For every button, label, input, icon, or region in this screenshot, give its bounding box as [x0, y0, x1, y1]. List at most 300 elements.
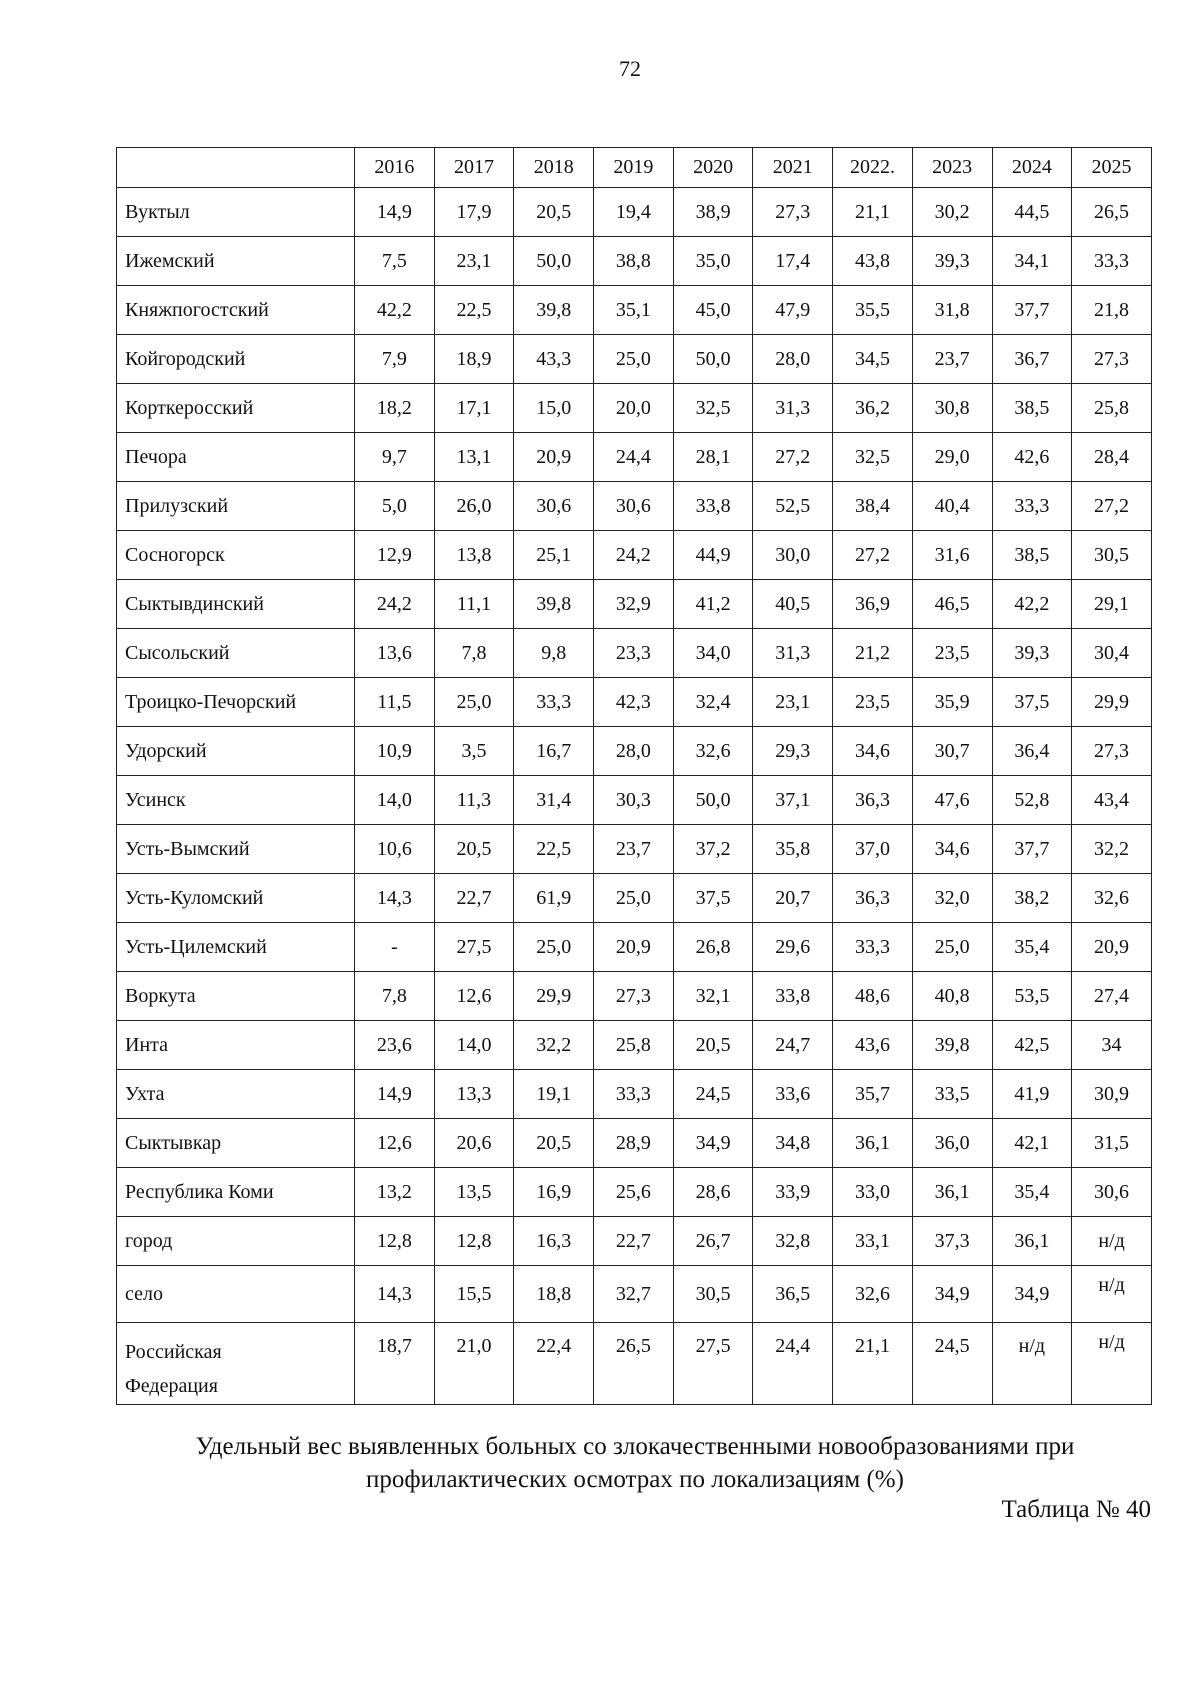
table-cell: 14,9	[355, 1070, 435, 1119]
row-label: Сыктывкар	[117, 1119, 355, 1168]
table-cell: 50,0	[673, 776, 753, 825]
table-cell: 14,3	[355, 874, 435, 923]
table-cell: 27,3	[1072, 335, 1152, 384]
table-cell: 27,2	[753, 433, 833, 482]
table-cell: 32,6	[1072, 874, 1152, 923]
table-cell: 44,9	[673, 531, 753, 580]
table-cell: н/д	[992, 1323, 1072, 1405]
table-cell: 26,5	[1072, 188, 1152, 237]
table-cell: 30,5	[1072, 531, 1152, 580]
column-header: 2017	[434, 148, 514, 188]
table-row	[117, 1021, 1152, 1070]
table-cell: 25,0	[594, 335, 674, 384]
table-cell: 23,6	[355, 1021, 435, 1070]
row-label: Усть-Куломский	[117, 874, 355, 923]
table-row	[117, 776, 1152, 825]
table-row	[117, 482, 1152, 531]
table-cell: 30,7	[912, 727, 992, 776]
table-row	[117, 923, 1152, 972]
column-header: 2018	[514, 148, 594, 188]
table-cell: 29,9	[1072, 678, 1152, 727]
row-label: Прилузский	[117, 482, 355, 531]
table-cell: 20,9	[1072, 923, 1152, 972]
table-cell: 14,0	[355, 776, 435, 825]
table-row	[117, 1266, 1152, 1323]
table-cell: 37,2	[673, 825, 753, 874]
table-cell: 52,8	[992, 776, 1072, 825]
table-cell: 9,8	[514, 629, 594, 678]
table-cell: 17,4	[753, 237, 833, 286]
table-cell: 32,1	[673, 972, 753, 1021]
column-header: 2022.	[833, 148, 913, 188]
table-cell: 29,0	[912, 433, 992, 482]
table-cell: 42,2	[992, 580, 1072, 629]
table-cell: 43,6	[833, 1021, 913, 1070]
table-cell: 42,2	[355, 286, 435, 335]
table-cell: 36,1	[833, 1119, 913, 1168]
table-row	[117, 972, 1152, 1021]
table-cell: 20,5	[673, 1021, 753, 1070]
table-cell: 15,0	[514, 384, 594, 433]
table-cell: 37,3	[912, 1217, 992, 1266]
table-cell: 20,9	[514, 433, 594, 482]
table-cell: 18,7	[355, 1323, 435, 1405]
table-cell: 13,1	[434, 433, 514, 482]
table-header-row	[117, 148, 1152, 188]
table-cell: 21,8	[1072, 286, 1152, 335]
table-row	[117, 433, 1152, 482]
table-cell: 43,4	[1072, 776, 1152, 825]
table-cell: 23,7	[912, 335, 992, 384]
table-cell: 40,8	[912, 972, 992, 1021]
table-cell: 36,7	[992, 335, 1072, 384]
table-cell: 31,3	[753, 629, 833, 678]
table-cell: 36,3	[833, 874, 913, 923]
table-cell: 30,5	[673, 1266, 753, 1323]
table-cell: 36,2	[833, 384, 913, 433]
table-cell: 39,3	[992, 629, 1072, 678]
table-cell: 34,9	[992, 1266, 1072, 1323]
table-cell: 17,9	[434, 188, 514, 237]
table-cell: 14,3	[355, 1266, 435, 1323]
table-cell: 29,3	[753, 727, 833, 776]
table-cell: 15,5	[434, 1266, 514, 1323]
table-cell: 18,8	[514, 1266, 594, 1323]
table-cell: 35,5	[833, 286, 913, 335]
table-cell: 42,6	[992, 433, 1072, 482]
table-cell: 33,8	[753, 972, 833, 1021]
row-label: Вуктыл	[117, 188, 355, 237]
row-label	[117, 1323, 355, 1405]
table-cell: 20,0	[594, 384, 674, 433]
table-cell: 37,7	[992, 825, 1072, 874]
table-cell: 7,8	[355, 972, 435, 1021]
table-cell: 53,5	[992, 972, 1072, 1021]
table-cell: 28,4	[1072, 433, 1152, 482]
column-header: 2024	[992, 148, 1072, 188]
table-cell: 38,8	[594, 237, 674, 286]
table-row	[117, 1070, 1152, 1119]
table-cell: 12,6	[355, 1119, 435, 1168]
table-cell: 9,7	[355, 433, 435, 482]
table-cell: 32,2	[514, 1021, 594, 1070]
table-cell: 18,9	[434, 335, 514, 384]
table-row	[117, 1119, 1152, 1168]
table-cell: 11,5	[355, 678, 435, 727]
table-cell: 13,6	[355, 629, 435, 678]
table-cell: 32,6	[673, 727, 753, 776]
table-row	[117, 1217, 1152, 1266]
column-header: 2020	[673, 148, 753, 188]
row-label: Усть-Цилемский	[117, 923, 355, 972]
table-row	[117, 1323, 1152, 1405]
table-cell: 18,2	[355, 384, 435, 433]
table-row	[117, 188, 1152, 237]
table-cell: 29,6	[753, 923, 833, 972]
data-table	[116, 147, 1152, 1405]
table-cell: 42,3	[594, 678, 674, 727]
table-cell: 33,3	[594, 1070, 674, 1119]
table-cell: 50,0	[673, 335, 753, 384]
table-cell: 20,5	[514, 188, 594, 237]
table-cell: 42,5	[992, 1021, 1072, 1070]
table-cell: 13,5	[434, 1168, 514, 1217]
table-cell: 25,0	[912, 923, 992, 972]
table-caption	[110, 1430, 1160, 1496]
table-cell: 37,0	[833, 825, 913, 874]
table-cell: 32,5	[833, 433, 913, 482]
table-cell: 25,6	[594, 1168, 674, 1217]
table-cell: 27,5	[673, 1323, 753, 1405]
column-header	[117, 148, 355, 188]
table-cell: 38,5	[992, 384, 1072, 433]
table-cell: 29,1	[1072, 580, 1152, 629]
table-row	[117, 335, 1152, 384]
table-cell: 24,2	[355, 580, 435, 629]
table-cell: 25,0	[434, 678, 514, 727]
table-cell: 20,6	[434, 1119, 514, 1168]
table-cell: 27,2	[833, 531, 913, 580]
table-cell: 21,1	[833, 188, 913, 237]
table-cell: 52,5	[753, 482, 833, 531]
table-cell: 20,7	[753, 874, 833, 923]
table-cell: 22,5	[434, 286, 514, 335]
table-cell: 48,6	[833, 972, 913, 1021]
table-cell: 33,3	[1072, 237, 1152, 286]
table-number: Таблица № 40	[1001, 1496, 1151, 1523]
table-cell: 12,8	[355, 1217, 435, 1266]
table-cell: 19,4	[594, 188, 674, 237]
table-cell: 33,9	[753, 1168, 833, 1217]
table-cell: 36,9	[833, 580, 913, 629]
table-cell: 32,2	[1072, 825, 1152, 874]
table-cell: 33,6	[753, 1070, 833, 1119]
column-header: 2021	[753, 148, 833, 188]
table-cell: 24,2	[594, 531, 674, 580]
table-cell: 42,1	[992, 1119, 1072, 1168]
table-cell: 28,6	[673, 1168, 753, 1217]
table-cell: 24,7	[753, 1021, 833, 1070]
table-cell: 23,5	[912, 629, 992, 678]
table-cell: 13,8	[434, 531, 514, 580]
table-cell: 36,5	[753, 1266, 833, 1323]
table-cell: 21,2	[833, 629, 913, 678]
table-cell: 43,8	[833, 237, 913, 286]
table-cell: 30,2	[912, 188, 992, 237]
table-cell: 40,5	[753, 580, 833, 629]
table-cell: 32,9	[594, 580, 674, 629]
caption-line: Удельный вес выявленных больных со злокачественными новообразованиями при	[195, 1433, 1075, 1460]
table-cell: 23,1	[753, 678, 833, 727]
table-cell: 20,5	[434, 825, 514, 874]
table-cell: 22,7	[594, 1217, 674, 1266]
table-cell: 22,4	[514, 1323, 594, 1405]
table-cell: 25,0	[514, 923, 594, 972]
table-row	[117, 678, 1152, 727]
table-cell: 27,3	[594, 972, 674, 1021]
table-cell: 31,4	[514, 776, 594, 825]
table-cell: 16,3	[514, 1217, 594, 1266]
table-cell: 32,6	[833, 1266, 913, 1323]
table-cell: 25,8	[1072, 384, 1152, 433]
table-cell: н/д	[1072, 1266, 1152, 1323]
table-cell: 23,1	[434, 237, 514, 286]
table-cell: 33,1	[833, 1217, 913, 1266]
table-cell: 32,7	[594, 1266, 674, 1323]
table-cell: -	[355, 923, 435, 972]
table-cell: 35,1	[594, 286, 674, 335]
column-header: 2019	[594, 148, 674, 188]
table-cell: 29,9	[514, 972, 594, 1021]
table-cell: 33,3	[833, 923, 913, 972]
table-cell: 26,5	[594, 1323, 674, 1405]
table-cell: 36,3	[833, 776, 913, 825]
row-label: Печора	[117, 433, 355, 482]
row-label: город	[117, 1217, 355, 1266]
table-cell: 10,6	[355, 825, 435, 874]
table-cell: 34,1	[992, 237, 1072, 286]
table-cell: 22,7	[434, 874, 514, 923]
table-cell: 14,0	[434, 1021, 514, 1070]
table-cell: 13,3	[434, 1070, 514, 1119]
table-cell: 28,0	[594, 727, 674, 776]
table-cell: 35,9	[912, 678, 992, 727]
table-cell: 27,3	[753, 188, 833, 237]
table-cell: 25,8	[594, 1021, 674, 1070]
table-cell: 30,0	[753, 531, 833, 580]
table-cell: 50,0	[514, 237, 594, 286]
table-row	[117, 727, 1152, 776]
table-cell: 36,4	[992, 727, 1072, 776]
table-row	[117, 286, 1152, 335]
column-header: 2016	[355, 148, 435, 188]
row-label-line: Федерация	[125, 1375, 218, 1397]
table-cell: 30,9	[1072, 1070, 1152, 1119]
table-cell: 31,3	[753, 384, 833, 433]
row-label: Корткеросский	[117, 384, 355, 433]
table-cell: 23,7	[594, 825, 674, 874]
table-cell: 32,5	[673, 384, 753, 433]
table-cell: 37,5	[992, 678, 1072, 727]
table-cell: 47,9	[753, 286, 833, 335]
table-cell: 28,1	[673, 433, 753, 482]
table-cell: 7,8	[434, 629, 514, 678]
table-cell: 30,8	[912, 384, 992, 433]
row-label: Сыктывдинский	[117, 580, 355, 629]
table-cell: 26,7	[673, 1217, 753, 1266]
table-row	[117, 580, 1152, 629]
table-body	[117, 188, 1152, 1405]
table-cell: 36,1	[992, 1217, 1072, 1266]
table-cell: 12,9	[355, 531, 435, 580]
table-cell: 37,5	[673, 874, 753, 923]
table-cell: 10,9	[355, 727, 435, 776]
table-cell: 34,6	[912, 825, 992, 874]
table-cell: 41,2	[673, 580, 753, 629]
table-cell: 34,6	[833, 727, 913, 776]
table-cell: 24,4	[594, 433, 674, 482]
table-row	[117, 384, 1152, 433]
table-cell: 30,6	[594, 482, 674, 531]
table-cell: 23,3	[594, 629, 674, 678]
table-cell: 38,2	[992, 874, 1072, 923]
table-row	[117, 1168, 1152, 1217]
table-cell: 25,1	[514, 531, 594, 580]
table-cell: 35,8	[753, 825, 833, 874]
table-cell: 32,4	[673, 678, 753, 727]
table-row	[117, 629, 1152, 678]
table-cell: 27,2	[1072, 482, 1152, 531]
page-number: 72	[619, 56, 641, 81]
caption-line: профилактических осмотрах по локализациям (%)	[366, 1466, 904, 1493]
table-cell: 11,3	[434, 776, 514, 825]
table-cell: 39,3	[912, 237, 992, 286]
table-cell: 33,3	[992, 482, 1072, 531]
table-cell: 14,9	[355, 188, 435, 237]
table-cell: 33,8	[673, 482, 753, 531]
table-cell: 28,9	[594, 1119, 674, 1168]
table-cell: 30,3	[594, 776, 674, 825]
row-label: Койгородский	[117, 335, 355, 384]
table-cell: 26,0	[434, 482, 514, 531]
table-cell: 38,4	[833, 482, 913, 531]
table-cell: 46,5	[912, 580, 992, 629]
row-label: Усть-Вымский	[117, 825, 355, 874]
row-label: Княжпогостский	[117, 286, 355, 335]
row-label: Республика Коми	[117, 1168, 355, 1217]
table-cell: 25,0	[594, 874, 674, 923]
table-cell: н/д	[1072, 1323, 1152, 1405]
table-cell: 40,4	[912, 482, 992, 531]
table-cell: 31,6	[912, 531, 992, 580]
table-cell: 34,5	[833, 335, 913, 384]
table-cell: 35,0	[673, 237, 753, 286]
table-cell: 20,5	[514, 1119, 594, 1168]
table-cell: 21,0	[434, 1323, 514, 1405]
table-cell: 45,0	[673, 286, 753, 335]
table-cell: 12,6	[434, 972, 514, 1021]
table-cell: 43,3	[514, 335, 594, 384]
table-cell: 19,1	[514, 1070, 594, 1119]
table-cell: 34	[1072, 1021, 1152, 1070]
table-cell: 5,0	[355, 482, 435, 531]
table-cell: 11,1	[434, 580, 514, 629]
table-cell: 38,5	[992, 531, 1072, 580]
table-cell: 30,4	[1072, 629, 1152, 678]
table-cell: 35,4	[992, 1168, 1072, 1217]
row-label: Усинск	[117, 776, 355, 825]
table-cell: н/д	[1072, 1217, 1152, 1266]
table-cell: 44,5	[992, 188, 1072, 237]
table-cell: 22,5	[514, 825, 594, 874]
table-cell: 39,8	[514, 580, 594, 629]
table-cell: 17,1	[434, 384, 514, 433]
table-cell: 26,8	[673, 923, 753, 972]
table-cell: 34,0	[673, 629, 753, 678]
table-cell: 12,8	[434, 1217, 514, 1266]
table-cell: 24,5	[912, 1323, 992, 1405]
row-label: Ухта	[117, 1070, 355, 1119]
table-cell: 30,6	[514, 482, 594, 531]
row-label: Воркута	[117, 972, 355, 1021]
table-cell: 20,9	[594, 923, 674, 972]
table-cell: 39,8	[912, 1021, 992, 1070]
table-cell: 35,7	[833, 1070, 913, 1119]
table-cell: 36,1	[912, 1168, 992, 1217]
table-cell: 34,9	[912, 1266, 992, 1323]
table-cell: 33,3	[514, 678, 594, 727]
table-cell: 30,6	[1072, 1168, 1152, 1217]
table-cell: 27,5	[434, 923, 514, 972]
table-cell: 24,4	[753, 1323, 833, 1405]
table-cell: 28,0	[753, 335, 833, 384]
table-cell: 31,8	[912, 286, 992, 335]
table-cell: 27,3	[1072, 727, 1152, 776]
table-cell: 3,5	[434, 727, 514, 776]
table-cell: 34,8	[753, 1119, 833, 1168]
table-cell: 34,9	[673, 1119, 753, 1168]
table-row	[117, 237, 1152, 286]
column-header: 2023	[912, 148, 992, 188]
table-row	[117, 874, 1152, 923]
table-cell: 35,4	[992, 923, 1072, 972]
table-cell: 16,7	[514, 727, 594, 776]
table-cell: 37,7	[992, 286, 1072, 335]
table-cell: 37,1	[753, 776, 833, 825]
table-cell: 33,5	[912, 1070, 992, 1119]
table-cell: 38,9	[673, 188, 753, 237]
table-cell: 27,4	[1072, 972, 1152, 1021]
table-cell: 13,2	[355, 1168, 435, 1217]
table-cell: 32,0	[912, 874, 992, 923]
table-cell: 41,9	[992, 1070, 1072, 1119]
table-cell: 39,8	[514, 286, 594, 335]
table-cell: 33,0	[833, 1168, 913, 1217]
table-cell: 61,9	[514, 874, 594, 923]
table-cell: 16,9	[514, 1168, 594, 1217]
table-cell: 24,5	[673, 1070, 753, 1119]
table-cell: 7,9	[355, 335, 435, 384]
table-row	[117, 825, 1152, 874]
row-label: Ижемский	[117, 237, 355, 286]
row-label: Удорский	[117, 727, 355, 776]
table-cell: 23,5	[833, 678, 913, 727]
table-row	[117, 531, 1152, 580]
column-header: 2025	[1072, 148, 1152, 188]
row-label: Сысольский	[117, 629, 355, 678]
table-cell: 31,5	[1072, 1119, 1152, 1168]
table-cell: 32,8	[753, 1217, 833, 1266]
